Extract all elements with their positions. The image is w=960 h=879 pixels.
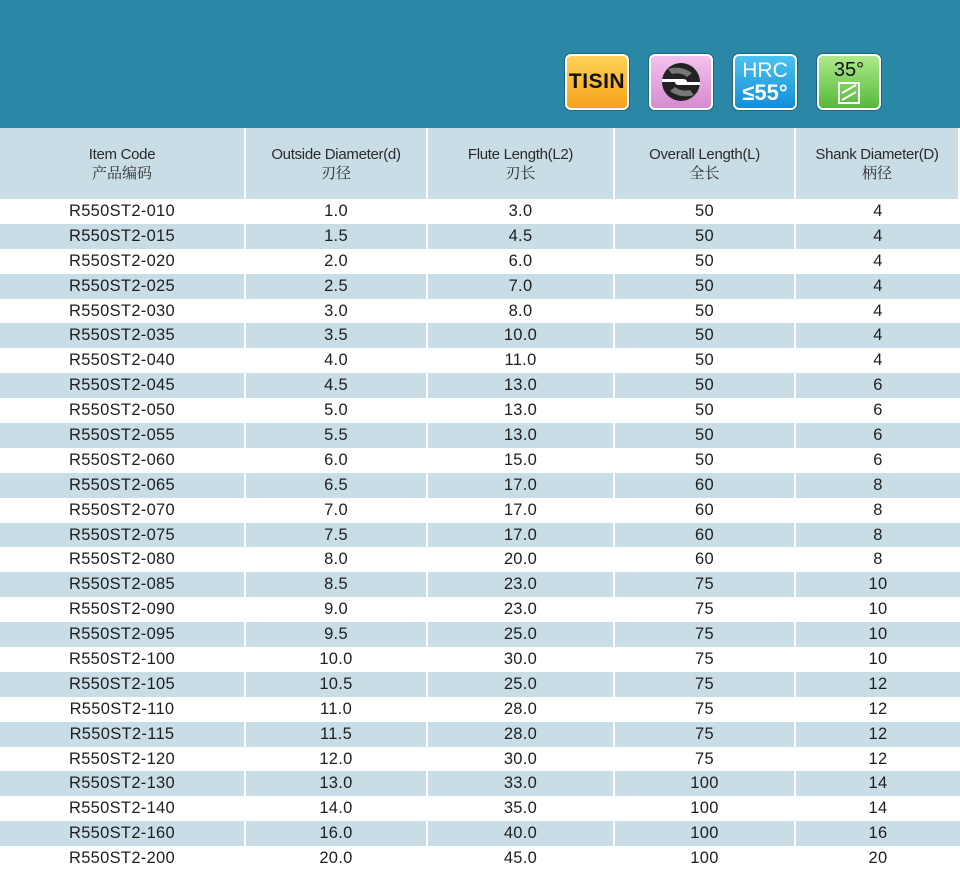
cell-outside-diameter: 16.0 bbox=[246, 821, 428, 846]
cell-overall-length: 50 bbox=[615, 299, 796, 324]
cell-flute-length: 23.0 bbox=[428, 572, 615, 597]
cell-overall-length: 75 bbox=[615, 572, 796, 597]
cell-overall-length: 50 bbox=[615, 448, 796, 473]
cell-shank-diameter: 12 bbox=[796, 697, 960, 722]
cell-item-code: R550ST2-045 bbox=[0, 373, 246, 398]
cell-overall-length: 50 bbox=[615, 423, 796, 448]
cell-flute-length: 20.0 bbox=[428, 547, 615, 572]
cell-outside-diameter: 5.0 bbox=[246, 398, 428, 423]
cell-overall-length: 50 bbox=[615, 199, 796, 224]
cell-item-code: R550ST2-110 bbox=[0, 697, 246, 722]
cell-overall-length: 75 bbox=[615, 622, 796, 647]
cell-flute-length: 25.0 bbox=[428, 622, 615, 647]
cell-shank-diameter: 14 bbox=[796, 771, 960, 796]
cell-overall-length: 75 bbox=[615, 697, 796, 722]
cell-shank-diameter: 4 bbox=[796, 323, 960, 348]
cell-shank-diameter: 10 bbox=[796, 597, 960, 622]
cell-item-code: R550ST2-105 bbox=[0, 672, 246, 697]
cell-flute-length: 23.0 bbox=[428, 597, 615, 622]
header-item-code bbox=[0, 128, 246, 199]
cell-outside-diameter: 7.0 bbox=[246, 498, 428, 523]
helix-angle-icon bbox=[836, 80, 862, 106]
cell-item-code: R550ST2-115 bbox=[0, 722, 246, 747]
cell-item-code: R550ST2-030 bbox=[0, 299, 246, 324]
cell-overall-length: 100 bbox=[615, 796, 796, 821]
hrc-value: ≤55° bbox=[742, 80, 788, 105]
cell-shank-diameter: 4 bbox=[796, 299, 960, 324]
cell-shank-diameter: 8 bbox=[796, 498, 960, 523]
cell-overall-length: 75 bbox=[615, 722, 796, 747]
cell-flute-length: 3.0 bbox=[428, 199, 615, 224]
cell-shank-diameter: 4 bbox=[796, 199, 960, 224]
cell-shank-diameter: 20 bbox=[796, 846, 960, 871]
cell-outside-diameter: 1.0 bbox=[246, 199, 428, 224]
cell-shank-diameter: 10 bbox=[796, 647, 960, 672]
cell-outside-diameter: 9.5 bbox=[246, 622, 428, 647]
cell-overall-length: 60 bbox=[615, 498, 796, 523]
cell-shank-diameter: 4 bbox=[796, 224, 960, 249]
cell-item-code: R550ST2-120 bbox=[0, 747, 246, 772]
cell-flute-length: 6.0 bbox=[428, 249, 615, 274]
cell-outside-diameter: 12.0 bbox=[246, 747, 428, 772]
cell-shank-diameter: 4 bbox=[796, 249, 960, 274]
cell-overall-length: 50 bbox=[615, 348, 796, 373]
header-label-zh: 全长 bbox=[689, 164, 720, 182]
cell-item-code: R550ST2-095 bbox=[0, 622, 246, 647]
cell-shank-diameter: 16 bbox=[796, 821, 960, 846]
cell-flute-length: 17.0 bbox=[428, 498, 615, 523]
cell-flute-length: 30.0 bbox=[428, 647, 615, 672]
cell-flute-length: 15.0 bbox=[428, 448, 615, 473]
helix-badge bbox=[817, 54, 881, 110]
cell-shank-diameter: 14 bbox=[796, 796, 960, 821]
cell-outside-diameter: 9.0 bbox=[246, 597, 428, 622]
spec-table bbox=[0, 128, 960, 871]
cell-item-code: R550ST2-100 bbox=[0, 647, 246, 672]
cell-overall-length: 75 bbox=[615, 647, 796, 672]
cell-overall-length: 60 bbox=[615, 473, 796, 498]
cell-outside-diameter: 1.5 bbox=[246, 224, 428, 249]
cell-outside-diameter: 3.0 bbox=[246, 299, 428, 324]
header-label-zh: 产品编码 bbox=[91, 164, 152, 182]
cell-shank-diameter: 6 bbox=[796, 373, 960, 398]
cell-outside-diameter: 2.5 bbox=[246, 274, 428, 299]
cell-flute-length: 17.0 bbox=[428, 473, 615, 498]
cell-item-code: R550ST2-130 bbox=[0, 771, 246, 796]
cell-overall-length: 60 bbox=[615, 547, 796, 572]
cell-shank-diameter: 10 bbox=[796, 622, 960, 647]
cell-item-code: R550ST2-140 bbox=[0, 796, 246, 821]
cell-flute-length: 8.0 bbox=[428, 299, 615, 324]
cell-flute-length: 40.0 bbox=[428, 821, 615, 846]
cell-outside-diameter: 13.0 bbox=[246, 771, 428, 796]
cell-item-code: R550ST2-055 bbox=[0, 423, 246, 448]
header-overall-length bbox=[615, 128, 796, 199]
coating-label: TISIN bbox=[568, 70, 626, 93]
cell-flute-length: 7.0 bbox=[428, 274, 615, 299]
two-flute-icon bbox=[657, 59, 705, 105]
cell-shank-diameter: 8 bbox=[796, 523, 960, 548]
cell-outside-diameter: 10.5 bbox=[246, 672, 428, 697]
cell-flute-length: 25.0 bbox=[428, 672, 615, 697]
cell-shank-diameter: 8 bbox=[796, 547, 960, 572]
cell-outside-diameter: 6.5 bbox=[246, 473, 428, 498]
cell-outside-diameter: 10.0 bbox=[246, 647, 428, 672]
header-shank-diameter bbox=[796, 128, 960, 199]
cell-item-code: R550ST2-200 bbox=[0, 846, 246, 871]
cell-item-code: R550ST2-065 bbox=[0, 473, 246, 498]
header-label-zh: 刃径 bbox=[320, 164, 351, 182]
cell-outside-diameter: 3.5 bbox=[246, 323, 428, 348]
cell-flute-length: 10.0 bbox=[428, 323, 615, 348]
coating-badge bbox=[565, 54, 629, 110]
cell-outside-diameter: 2.0 bbox=[246, 249, 428, 274]
cell-overall-length: 60 bbox=[615, 523, 796, 548]
cell-item-code: R550ST2-040 bbox=[0, 348, 246, 373]
header-label-zh: 柄径 bbox=[861, 164, 892, 182]
cell-overall-length: 75 bbox=[615, 672, 796, 697]
header-label: Outside Diameter(d) bbox=[271, 145, 401, 163]
cell-item-code: R550ST2-090 bbox=[0, 597, 246, 622]
cell-flute-length: 11.0 bbox=[428, 348, 615, 373]
cell-outside-diameter: 11.5 bbox=[246, 722, 428, 747]
header-label: Shank Diameter(D) bbox=[815, 145, 939, 163]
cell-outside-diameter: 11.0 bbox=[246, 697, 428, 722]
hrc-label: HRC bbox=[742, 59, 788, 82]
cell-item-code: R550ST2-035 bbox=[0, 323, 246, 348]
cell-shank-diameter: 4 bbox=[796, 274, 960, 299]
header-label: Flute Length(L2) bbox=[467, 145, 574, 163]
cell-item-code: R550ST2-020 bbox=[0, 249, 246, 274]
flute-badge bbox=[649, 54, 713, 110]
cell-shank-diameter: 12 bbox=[796, 747, 960, 772]
cell-overall-length: 50 bbox=[615, 373, 796, 398]
header-label: Item Code bbox=[88, 145, 156, 163]
cell-item-code: R550ST2-080 bbox=[0, 547, 246, 572]
cell-flute-length: 4.5 bbox=[428, 224, 615, 249]
cell-item-code: R550ST2-025 bbox=[0, 274, 246, 299]
cell-item-code: R550ST2-160 bbox=[0, 821, 246, 846]
cell-flute-length: 33.0 bbox=[428, 771, 615, 796]
cell-shank-diameter: 6 bbox=[796, 448, 960, 473]
cell-outside-diameter: 5.5 bbox=[246, 423, 428, 448]
cell-flute-length: 35.0 bbox=[428, 796, 615, 821]
cell-flute-length: 45.0 bbox=[428, 846, 615, 871]
cell-shank-diameter: 4 bbox=[796, 348, 960, 373]
cell-outside-diameter: 14.0 bbox=[246, 796, 428, 821]
cell-overall-length: 75 bbox=[615, 597, 796, 622]
header-outside-diameter bbox=[246, 128, 428, 199]
header-banner bbox=[0, 0, 960, 128]
header-flute-length bbox=[428, 128, 615, 199]
cell-outside-diameter: 8.0 bbox=[246, 547, 428, 572]
helix-angle-value: 35° bbox=[833, 59, 865, 81]
cell-item-code: R550ST2-050 bbox=[0, 398, 246, 423]
cell-item-code: R550ST2-060 bbox=[0, 448, 246, 473]
cell-item-code: R550ST2-085 bbox=[0, 572, 246, 597]
cell-shank-diameter: 12 bbox=[796, 672, 960, 697]
cell-overall-length: 100 bbox=[615, 771, 796, 796]
cell-outside-diameter: 4.5 bbox=[246, 373, 428, 398]
cell-item-code: R550ST2-070 bbox=[0, 498, 246, 523]
cell-overall-length: 50 bbox=[615, 274, 796, 299]
cell-overall-length: 75 bbox=[615, 747, 796, 772]
cell-shank-diameter: 12 bbox=[796, 722, 960, 747]
cell-flute-length: 30.0 bbox=[428, 747, 615, 772]
cell-item-code: R550ST2-010 bbox=[0, 199, 246, 224]
cell-overall-length: 50 bbox=[615, 224, 796, 249]
cell-shank-diameter: 6 bbox=[796, 398, 960, 423]
cell-overall-length: 50 bbox=[615, 249, 796, 274]
cell-item-code: R550ST2-075 bbox=[0, 523, 246, 548]
hrc-badge bbox=[733, 54, 797, 110]
cell-flute-length: 13.0 bbox=[428, 373, 615, 398]
cell-overall-length: 50 bbox=[615, 398, 796, 423]
cell-shank-diameter: 8 bbox=[796, 473, 960, 498]
cell-item-code: R550ST2-015 bbox=[0, 224, 246, 249]
cell-flute-length: 28.0 bbox=[428, 697, 615, 722]
cell-flute-length: 13.0 bbox=[428, 398, 615, 423]
cell-outside-diameter: 20.0 bbox=[246, 846, 428, 871]
cell-overall-length: 100 bbox=[615, 821, 796, 846]
header-label: Overall Length(L) bbox=[649, 145, 760, 163]
cell-overall-length: 100 bbox=[615, 846, 796, 871]
cell-outside-diameter: 4.0 bbox=[246, 348, 428, 373]
cell-outside-diameter: 7.5 bbox=[246, 523, 428, 548]
cell-flute-length: 17.0 bbox=[428, 523, 615, 548]
cell-overall-length: 50 bbox=[615, 323, 796, 348]
cell-flute-length: 28.0 bbox=[428, 722, 615, 747]
header-label-zh: 刃长 bbox=[505, 164, 536, 182]
cell-outside-diameter: 6.0 bbox=[246, 448, 428, 473]
cell-outside-diameter: 8.5 bbox=[246, 572, 428, 597]
cell-flute-length: 13.0 bbox=[428, 423, 615, 448]
cell-shank-diameter: 6 bbox=[796, 423, 960, 448]
cell-shank-diameter: 10 bbox=[796, 572, 960, 597]
